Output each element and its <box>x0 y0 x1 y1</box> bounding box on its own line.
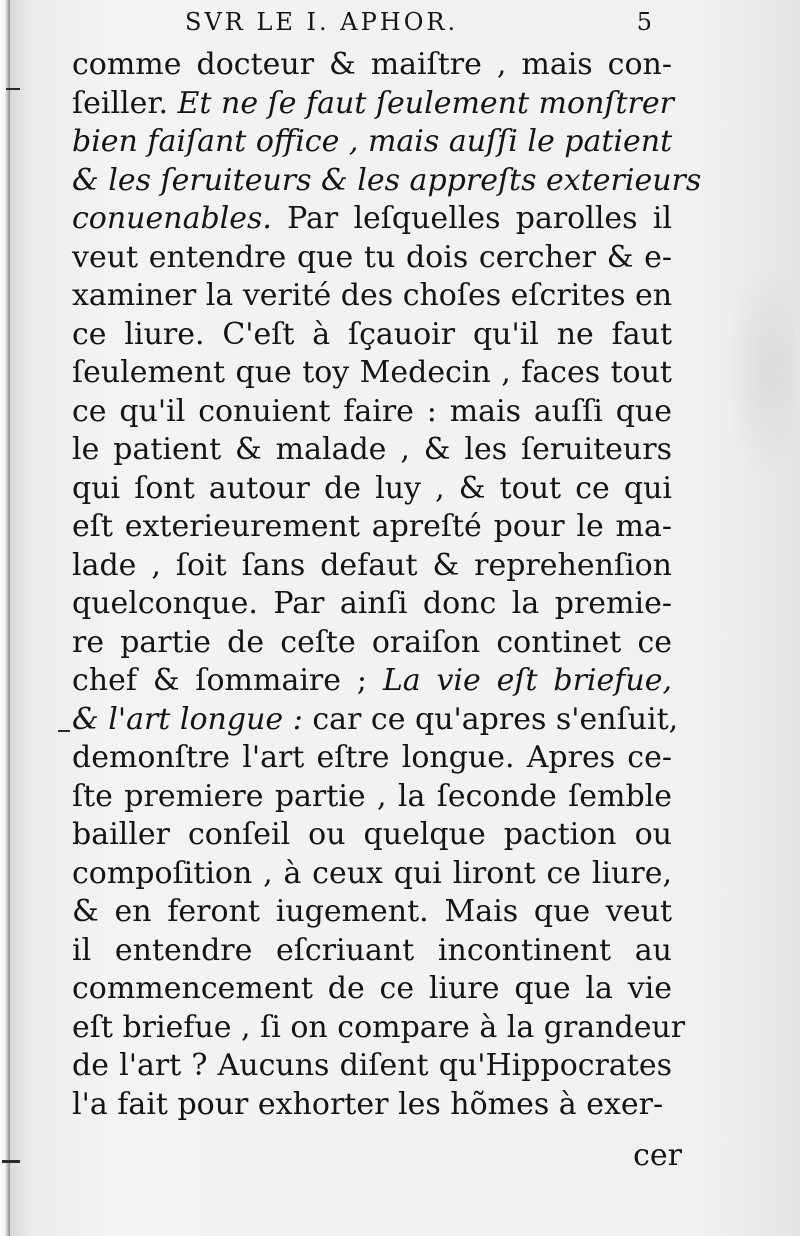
italic-text-run: conuenables. <box>72 201 272 236</box>
text-run: ſeiller. <box>72 85 178 121</box>
binding-edge <box>0 0 10 1236</box>
text-run: lade , ſoit ſans defaut & reprehenſion <box>72 547 672 583</box>
text-line <box>72 1009 686 1048</box>
italic-text-run: & les ſeruiteurs & les appreſts exterieurs <box>72 162 702 198</box>
text-line <box>72 1086 672 1125</box>
text-run: ce qu'il conuient faire : mais auſſi que <box>72 393 672 429</box>
italic-text-run: La vie eſt briefue, <box>382 663 672 698</box>
text-run: l'a fait pour exhorter les hõmes à exer- <box>72 1086 664 1122</box>
margin-tick-mark <box>2 1160 20 1163</box>
text-run: bailler conſeil ou quelque paction ou <box>72 817 672 852</box>
text-run: eſt briefue , ſi on compare à la grandeur <box>72 1009 686 1045</box>
text-run: car ce qu'apres s'enſuit, <box>302 701 679 737</box>
text-run: il entendre eſcriuant incontinent au <box>72 932 672 968</box>
text-run: eſt exterieurement apreſté pour le ma- <box>72 509 672 544</box>
text-line <box>72 816 672 855</box>
text-run: & en feront iugement. Mais que veut <box>72 894 672 929</box>
text-run: Par leſquelles parolles il <box>271 201 672 236</box>
text-line <box>72 316 672 355</box>
italic-text-run: Et ne ſe faut ſeulement monſtrer <box>177 85 674 121</box>
margin-tick-mark <box>6 88 20 90</box>
text-line <box>72 778 672 817</box>
show-through-marks <box>725 260 795 480</box>
body-text <box>72 46 702 1124</box>
page-number: 5 <box>636 8 655 36</box>
text-line <box>72 624 672 663</box>
text-run: quelconque. Par ainſi donc la premie- <box>72 586 672 621</box>
text-line <box>72 547 672 586</box>
text-run: xaminer la verité des choſes eſcrites en <box>72 278 673 313</box>
text-run: re partie de ceſte oraiſon continet ce <box>72 624 672 660</box>
text-line <box>72 508 672 547</box>
text-line <box>72 162 702 201</box>
text-run: commencement de ce liure que la vie <box>72 971 672 1006</box>
text-line <box>72 85 672 124</box>
catchword: cer <box>633 1138 682 1173</box>
text-line <box>72 354 672 393</box>
text-run: veut entendre que tu dois cercher & e- <box>72 239 672 275</box>
text-run: ſte premiere partie , la ſeconde ſemble <box>72 778 672 814</box>
margin-tick-mark <box>58 730 70 732</box>
text-line <box>72 662 672 701</box>
text-line <box>72 739 672 778</box>
text-run: ſeulement que toy Medecin , faces tout <box>72 355 672 390</box>
text-line <box>72 277 672 316</box>
text-line <box>72 123 672 162</box>
text-line <box>72 932 672 971</box>
running-title: SVR LE I. APHOR. <box>185 8 459 36</box>
italic-text-run: bien faiſant office , mais auſſi le patient <box>72 124 673 159</box>
text-line <box>72 470 672 509</box>
text-line <box>72 431 672 470</box>
text-line <box>72 1047 672 1086</box>
text-line <box>72 585 672 624</box>
text-line <box>72 239 672 278</box>
text-run: de l'art ? Aucuns diſent qu'Hippocrates <box>72 1048 672 1083</box>
text-run: chef & ſommaire ; <box>72 663 383 698</box>
text-line <box>72 893 672 932</box>
text-line <box>72 970 672 1009</box>
text-line <box>72 46 672 85</box>
text-line <box>72 855 672 894</box>
italic-text-run: & l'art longue : <box>72 701 303 737</box>
text-line <box>72 701 679 740</box>
text-run: demonſtre l'art eſtre longue. Apres ce- <box>72 740 672 775</box>
text-line <box>72 393 672 432</box>
text-run: qui ſont autour de luy , & tout ce qui <box>72 470 672 506</box>
text-line <box>72 200 672 239</box>
text-run: ce liure. C'eſt à ſçauoir qu'il ne faut <box>72 316 672 352</box>
text-run: le patient & malade , & les ſeruiteurs <box>72 432 672 467</box>
page-header <box>185 8 655 44</box>
text-run: comme docteur & maiſtre , mais con- <box>72 47 672 82</box>
text-run: compoſition , à ceux qui liront ce liure, <box>72 855 672 891</box>
